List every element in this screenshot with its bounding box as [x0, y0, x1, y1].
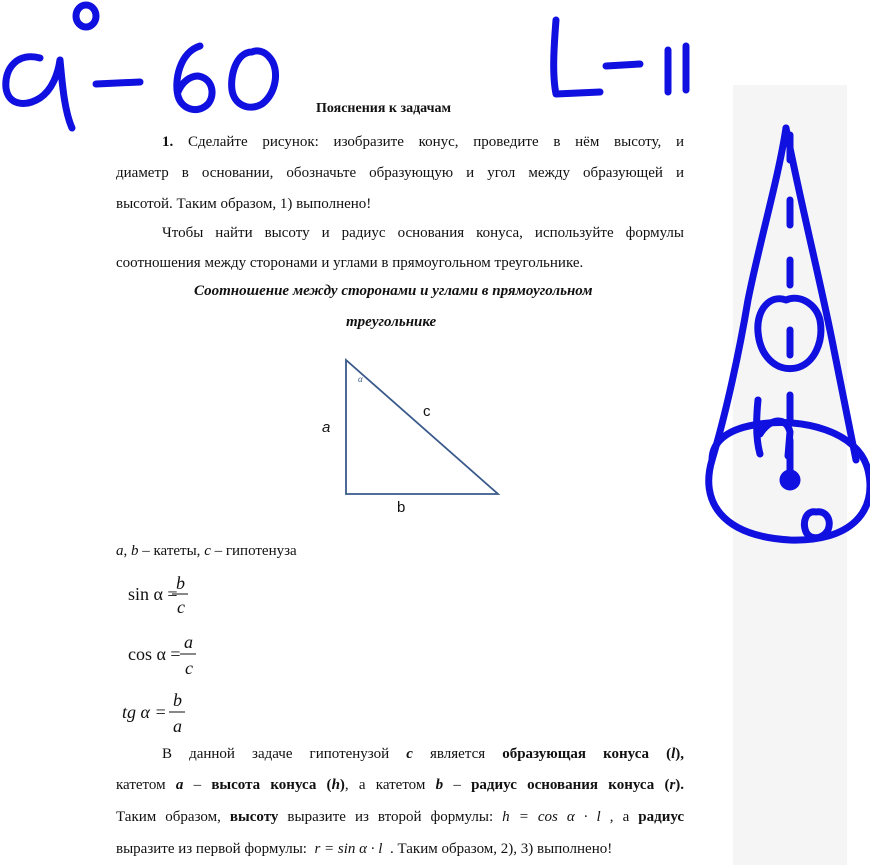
paragraph-2-line-2: соотношения между сторонами и углами в прямоугольном треугольнике. [116, 255, 584, 271]
p3-l3-c: , а [609, 809, 630, 825]
p3-l2-bold2: радиус основания конуса ( [471, 777, 670, 793]
handwritten-cone-sketch [709, 128, 870, 540]
p3-l3-bold: высоту [229, 809, 279, 825]
formula-cos-lhs: cos α = [128, 644, 181, 664]
p3-l3-b: выразите из второй формулы: [287, 809, 494, 825]
p3-l2-av: a [175, 777, 184, 793]
p3-l1-l: l [671, 746, 676, 762]
p3-l3-a: Таким образом, [116, 809, 221, 825]
p3-l2-bv: b [435, 777, 444, 793]
p3-l1-c: c [406, 746, 413, 762]
paragraph-2-line-1: Чтобы найти высоту и радиус основания конуса, используйте формулы [162, 225, 684, 241]
legend-c: c [204, 543, 211, 559]
p3-l2-a: катетом [116, 777, 166, 793]
p3-l2-dash: – [193, 777, 202, 793]
formula-cos-den: c [185, 658, 193, 678]
p3-l1-bold: образующая конуса ( [502, 746, 672, 762]
p3-l2-mid: , а катетом [344, 777, 426, 793]
paragraph-1-line-3: высотой. Таким образом, 1) выполнено! [116, 196, 372, 212]
p3-l2-r: r [669, 777, 676, 793]
handwritten-alpha-60 [6, 5, 276, 128]
formula-sin-lhs: sin α = [128, 584, 178, 604]
p3-l1-end: ), [675, 746, 685, 762]
formula-sin-num: b [176, 573, 185, 593]
paragraph-number: 1. [162, 134, 174, 150]
page-heading: Пояснения к задачам [316, 101, 452, 116]
formula-tg-lhs: tg α = [122, 702, 167, 722]
legend-sep: , [123, 543, 131, 559]
side-c-label: c [423, 403, 431, 420]
paragraph-1-text-1: Сделайте рисунок: изобразите конус, проведите в нём высоту, и [187, 134, 685, 150]
p3-l4-formula: r = sin α · l [314, 841, 383, 857]
p3-l2-dash2: – [453, 777, 461, 793]
p3-l2-close2: ). [675, 777, 685, 793]
angle-alpha-label: α [358, 374, 363, 384]
legend-b: b [131, 543, 139, 559]
side-b-label: b [397, 499, 406, 516]
caption-line-2: треугольнике [346, 314, 437, 330]
side-a-label: a [322, 419, 331, 436]
legend-a: a [116, 543, 124, 559]
p3-l4-a: выразите из первой формулы: [116, 841, 307, 857]
p3-l1-b: является [430, 746, 486, 762]
p3-l1-a: В данной задаче гипотенузой [162, 746, 390, 762]
formula-cos-num: a [184, 632, 193, 652]
p3-l4-b: . Таким образом, 2), 3) выполнено! [389, 841, 613, 857]
p3-l3-formula: h = cos α · l [502, 809, 601, 825]
legend-mid: – катеты, [138, 543, 205, 559]
formula-tg-den: a [173, 716, 182, 736]
caption-line-1: Соотношение между сторонами и углами в прямоугольном [194, 283, 593, 299]
p3-l2-close1: ) [339, 777, 345, 793]
legend-end: – гипотенуза [210, 543, 297, 559]
formula-sin-den: c [177, 597, 185, 617]
p3-l2-h: h [331, 777, 340, 793]
paragraph-1-line-2: диаметр в основании, обозначьте образующую и угол между образующей и [116, 165, 684, 181]
formula-tg-num: b [173, 690, 182, 710]
p3-l3-bold2: радиус [638, 809, 685, 825]
p3-l2-bold1: высота конуса ( [211, 777, 332, 793]
handwritten-l-11 [554, 20, 686, 94]
